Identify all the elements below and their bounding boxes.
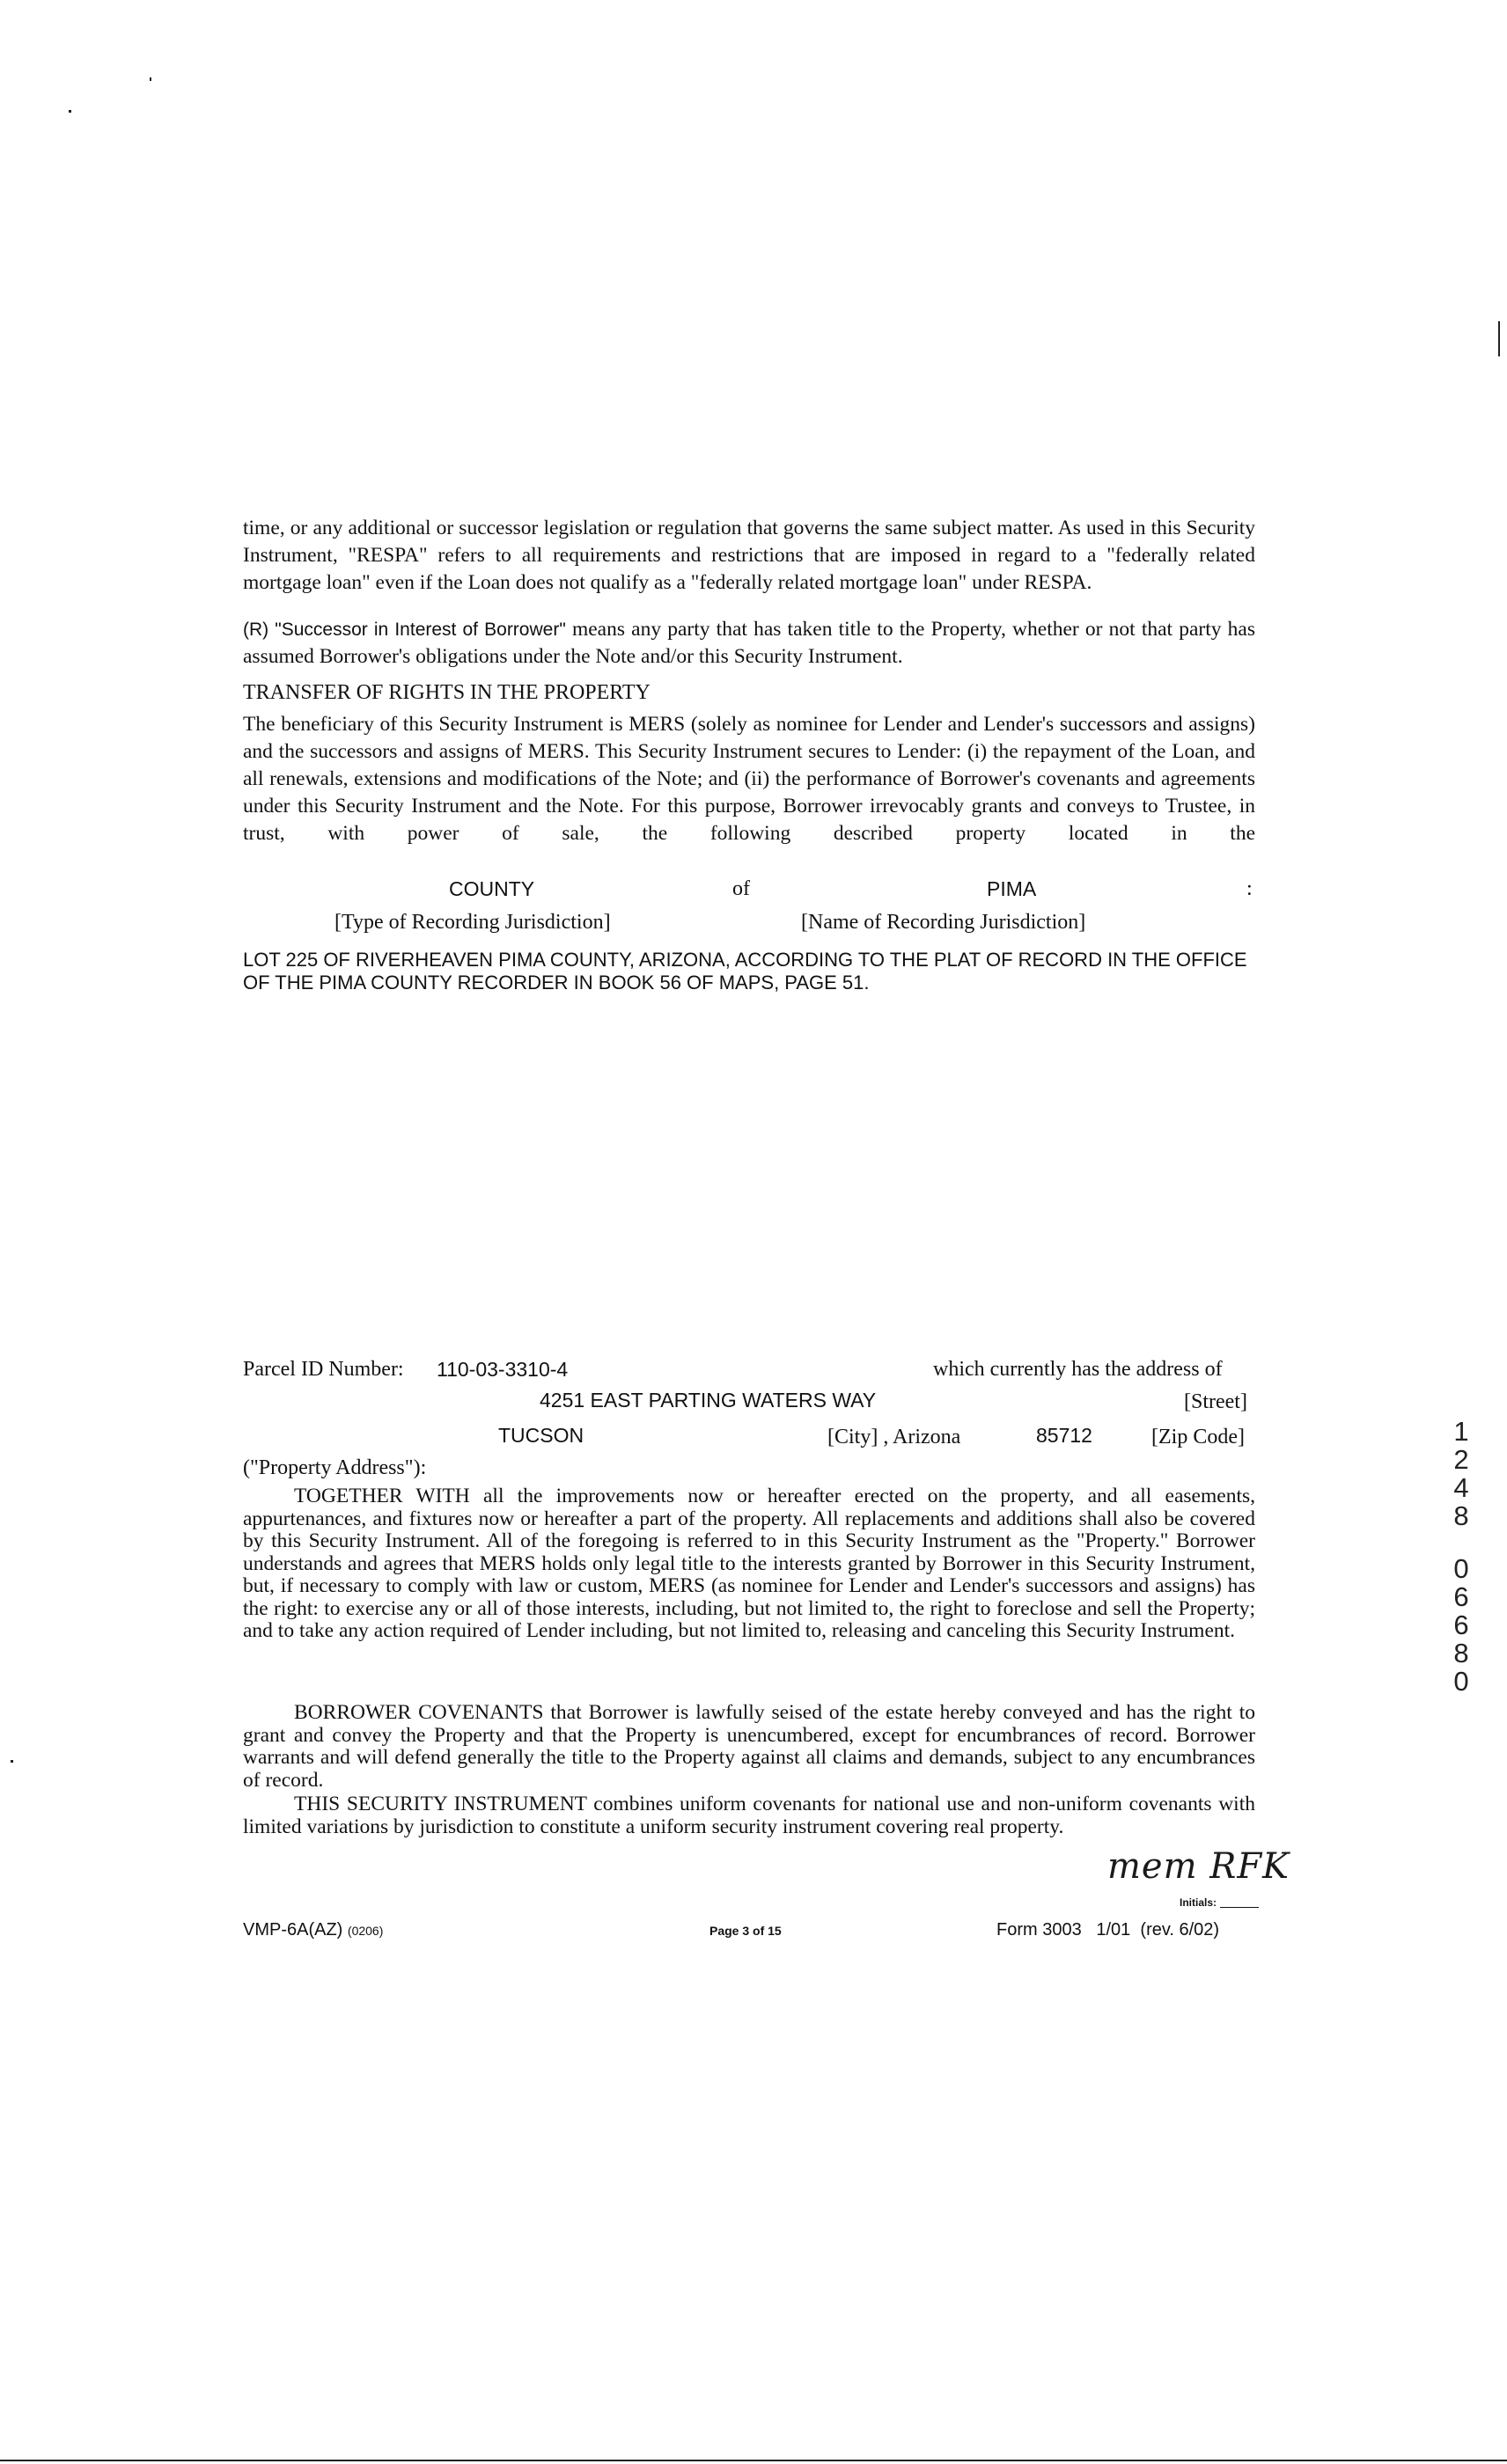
footer-form-code xyxy=(243,1920,383,1940)
transfer-paragraph: The beneficiary of this Security Instrument is MERS (solely as nominee for Lender and Lender's successors and assigns) and the successors and assigns of MERS. This Security Instrument secures to Lender: (i) the repayment of the Loan, and all renewals, extensions and modifications of the Note; and (ii) the performance of Borrower's covenants and agreements under this Security Instrument and the Note. For this purpose, Borrower irrevocably grants and conveys to Trustee, in trust, with power of sale, the following described property located in the xyxy=(243,713,1255,845)
initials-signature: mem RFK xyxy=(1107,1846,1290,1887)
successor-text: means any party that has taken title to the Property, whether or not that party has assumed Borrower's obligations under the Note and/or this Security Instrument. xyxy=(243,618,1255,668)
side-stamp-line1: 1248 xyxy=(1445,1415,1477,1529)
initials-line xyxy=(1220,1907,1259,1908)
city-caption: [City] , Arizona xyxy=(827,1426,961,1448)
side-stamp-line2: 06680 xyxy=(1445,1553,1477,1694)
scan-speck xyxy=(1498,321,1500,356)
city-value: TUCSON xyxy=(498,1424,584,1447)
legal-description: LOT 225 OF RIVERHEAVEN PIMA COUNTY, ARIZONA, ACCORDING TO THE PLAT OF RECORD IN THE OFFICE OF THE PIMA COUNTY RECORDER IN BOOK 56 OF MAPS, PAGE 51. xyxy=(243,949,1247,994)
successor-label: (R) "Successor in Interest of Borrower" xyxy=(243,620,566,640)
zip-value: 85712 xyxy=(1036,1424,1092,1447)
footer-form-code-text: VMP-6A(AZ) xyxy=(243,1920,343,1940)
parcel-number: 110-03-3310-4 xyxy=(437,1358,569,1381)
scan-speck xyxy=(150,77,151,81)
footer-form-number: Form 3003 1/01 (rev. 6/02) xyxy=(996,1920,1220,1940)
zip-caption: [Zip Code] xyxy=(1151,1426,1245,1448)
address-intro: which currently has the address of xyxy=(933,1358,1223,1381)
borrower-covenants-paragraph: BORROWER COVENANTS that Borrower is lawfully seised of the estate hereby conveyed and has the right to grant and convey the Property and that the Property is unencumbered, except for encumbrances of record. Borrower warrants and will defend generally the title to the Property against all claims and demands, subject to any encumbrances of record. xyxy=(243,1701,1255,1792)
footer-page-number: Page 3 of 15 xyxy=(709,1924,782,1938)
respa-paragraph: time, or any additional or successor legislation or regulation that governs the same subject matter. As used in this Security Instrument, "RESPA" refers to all requirements and restrictions that are imposed in regard to a "federally related mortgage loan" even if the Loan does not qualify as a "federally related mortgage loan" under RESPA. xyxy=(243,517,1255,594)
jurisdiction-colon: : xyxy=(1246,877,1253,900)
together-with-paragraph: TOGETHER WITH all the improvements now or hereafter erected on the property, and all easements, appurtenances, and fixtures now or hereafter a part of the property. All replacements and additions shall also be covered by this Security Instrument. All of the foregoing is referred to in this Security Instrument as the "Property." Borrower understands and agrees that MERS holds only legal title to the interests granted by Borrower in this Security Instrument, but, if necessary to comply with law or custom, MERS (as nominee for Lender and Lender's successors and assigns) has the right: to exercise any or all of those interests, including, but not limited to, the right to foreclose and sell the Property; and to take any action required of Lender including, but not limited to, releasing and canceling this Security Instrument. xyxy=(243,1485,1255,1642)
initials-label: Initials: xyxy=(1180,1896,1217,1909)
this-security-instrument-paragraph: THIS SECURITY INSTRUMENT combines uniform covenants for national use and non-uniform covenants with limited variations by jurisdiction to constitute a uniform security instrument covering real property. xyxy=(243,1793,1255,1838)
recording-side-stamp xyxy=(1444,1412,1479,1698)
footer-form-code-date: (0206) xyxy=(347,1924,384,1938)
street-caption: [Street] xyxy=(1184,1390,1247,1413)
scan-speck xyxy=(11,1760,13,1763)
jurisdiction-name-caption: [Name of Recording Jurisdiction] xyxy=(801,911,1086,934)
parcel-label: Parcel ID Number: xyxy=(243,1358,404,1381)
property-address-label: ("Property Address"): xyxy=(243,1456,427,1479)
jurisdiction-type-caption: [Type of Recording Jurisdiction] xyxy=(334,911,611,934)
street-value: 4251 EAST PARTING WATERS WAY xyxy=(540,1389,877,1412)
scan-speck xyxy=(69,110,71,113)
scan-speck xyxy=(0,2460,1507,2461)
transfer-heading: TRANSFER OF RIGHTS IN THE PROPERTY xyxy=(243,681,651,704)
successor-paragraph xyxy=(243,616,1255,671)
jurisdiction-type: COUNTY xyxy=(449,877,535,900)
jurisdiction-name: PIMA xyxy=(987,877,1037,900)
jurisdiction-of: of xyxy=(732,877,750,900)
